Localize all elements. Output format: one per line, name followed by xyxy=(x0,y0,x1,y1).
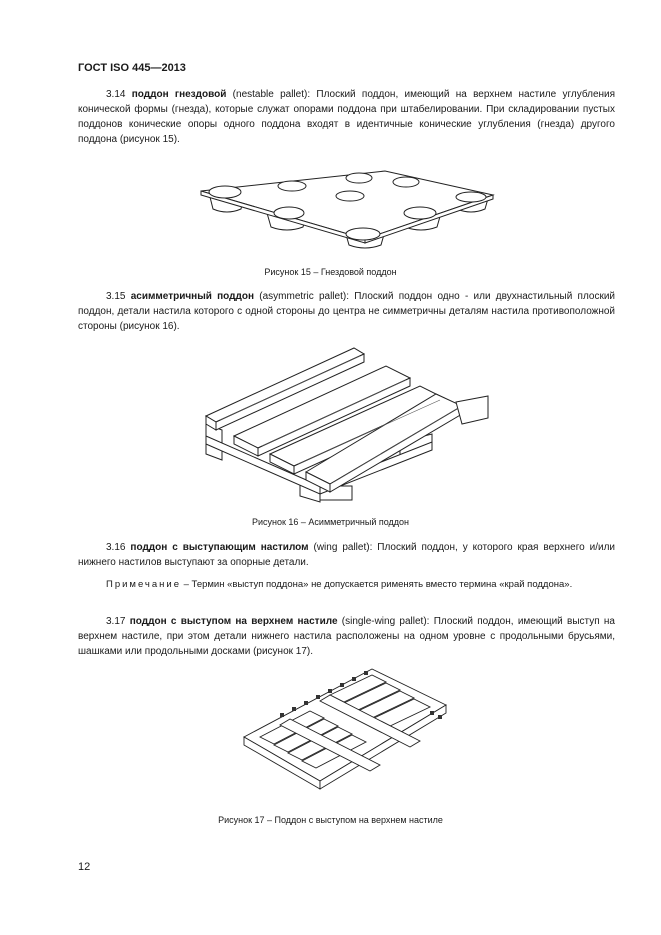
term: асимметричный поддон xyxy=(130,291,255,302)
section-number: 3.16 xyxy=(106,542,126,553)
note-label: Примечание xyxy=(106,579,181,590)
section-3-14 xyxy=(78,87,615,147)
section-3-15 xyxy=(78,289,615,334)
definition: : Плоский поддон одно - или двухнастильный плоский поддон, детали настила которого с одной стороны до центра не симметричны деталям настила противоположной стороны (рисунок 16). xyxy=(78,291,615,332)
term-english: (single-wing pallet) xyxy=(341,616,427,627)
page-number: 12 xyxy=(78,861,91,873)
figure-17-caption: Рисунок 17 – Поддон с выступом на верхнем настиле xyxy=(218,815,443,825)
term: поддон гнездовой xyxy=(131,89,227,100)
section-number: 3.14 xyxy=(106,89,126,100)
figure-16-caption: Рисунок 16 – Асимметричный поддон xyxy=(251,517,410,527)
section-number: 3.15 xyxy=(106,291,126,302)
definition: : Плоский поддон, имеющий на верхнем настиле углубления конической формы (гнезда), которые служат опорами поддона при штабелировании. При складировании пустых поддонов конические опоры одного поддона входят в идентичные конические углубления (гнезда) другого поддона (рисунок 15). xyxy=(78,89,616,145)
section-3-16 xyxy=(78,540,615,570)
note-text: – Термин «выступ поддона» не допускается рименять вместо термина «край поддона». xyxy=(181,579,573,590)
term: поддон с выступом на верхнем настиле xyxy=(129,616,338,627)
note xyxy=(78,577,615,592)
term-english: (wing pallet) xyxy=(313,542,370,553)
figure-16-asymmetric-pallet xyxy=(200,344,490,504)
figure-15-caption: Рисунок 15 – Гнездовой поддон xyxy=(264,267,397,277)
document-header: ГОСТ ISO 445—2013 xyxy=(78,62,186,74)
definition: : Плоский поддон, у которого края верхнего и/или нижнего настилов выступают за опорные детали. xyxy=(78,542,616,568)
figure-15-nestable-pallet xyxy=(195,165,495,257)
term-english: (asymmetric pallet) xyxy=(259,291,347,302)
section-3-17 xyxy=(78,614,615,659)
section-number: 3.17 xyxy=(106,616,126,627)
definition: : Плоский поддон, имеющий выступ на верхнем настиле, при этом детали нижнего настила расположены на одном уровне с продольными брусьями, шашками или продольными досками (рисунок 17). xyxy=(78,616,615,657)
term: поддон с выступающим настилом xyxy=(130,542,309,553)
figure-17-single-wing-pallet xyxy=(240,665,450,800)
term-english: (nestable pallet) xyxy=(232,89,308,100)
